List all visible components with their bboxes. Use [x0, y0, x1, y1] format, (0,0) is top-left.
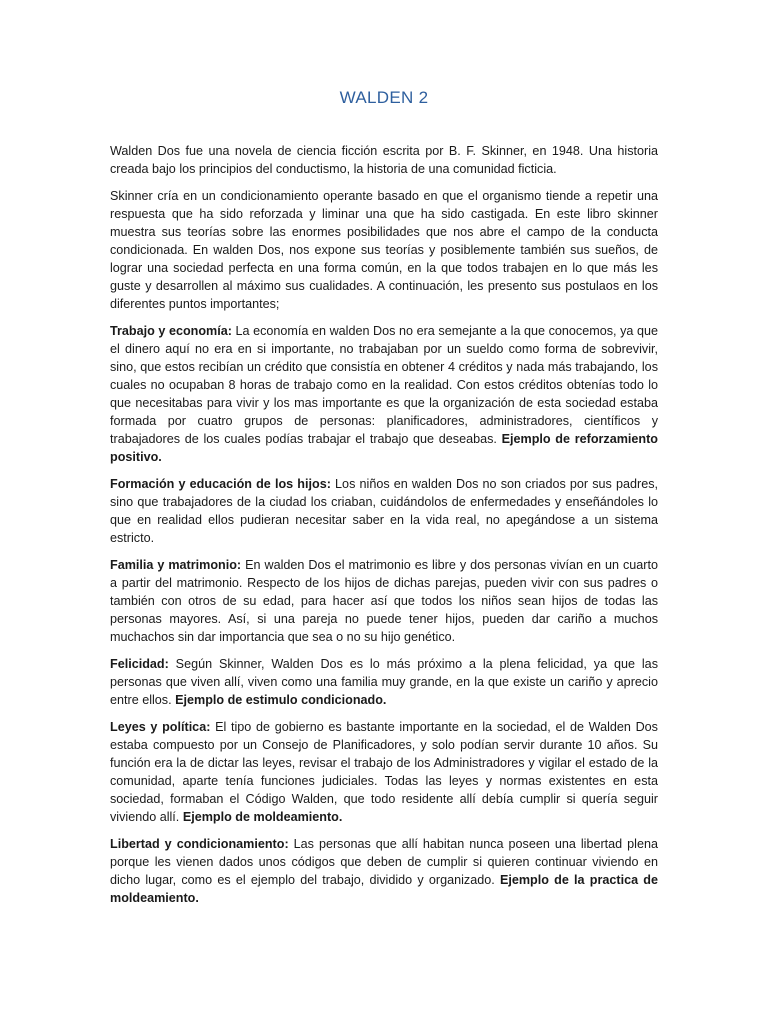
- section-heading: Familia y matrimonio:: [110, 558, 242, 572]
- section-heading: Libertad y condicionamiento:: [110, 837, 289, 851]
- section-body: La economía en walden Dos no era semejante a la que conocemos, ya que el dinero aquí no era en si importante, no trabajaban por un sueldo como forma de sobrevivir, sino, que estos recibían un crédito que consistía en obtener 4 créditos y nada más trabajando, los cuales no ocupaban 8 horas de trabajo como en la realidad. Con estos créditos obtenías todo lo que necesitabas para vivir y los mas importante es que la organización de esta sociedad estaba formada por cuatro grupos de personas: planificadores, administradores, científicos y trabajadores de los cuales podías trabajar el trabajo que deseabas.: [110, 324, 658, 446]
- section-familia-matrimonio: [110, 556, 658, 646]
- section-libertad-condicionamiento: [110, 835, 658, 907]
- section-heading: Trabajo y economía:: [110, 324, 232, 338]
- document-page: [110, 88, 658, 916]
- intro-paragraph-2: Skinner cría en un condicionamiento operante basado en que el organismo tiende a repetir una respuesta que ha sido reforzada y liminar una que ha sido castigada. En este libro skinner muestra sus teorías sobre las enormes posibilidades que nos abre el campo de la conducta condicionada. En walden Dos, nos expone sus teorías y posiblemente también sus sueños, de lograr una sociedad perfecta en una forma común, en la que todos trabajen en lo que más les guste y desarrollen al máximo sus cualidades. A continuación, les presento sus postulaos en los diferentes puntos importantes;: [110, 189, 658, 311]
- section-trabajo-economia: [110, 322, 658, 466]
- section-body: Según Skinner, Walden Dos es lo más próximo a la plena felicidad, ya que las personas que viven allí, viven como una familia muy grande, en la que existe un cariño y aprecio entre ellos.: [110, 657, 658, 707]
- section-body: En walden Dos el matrimonio es libre y dos personas vivían en un cuarto a partir del matrimonio. Respecto de los hijos de dichas parejas, pueden vivir con sus padres o también con otros de su edad, para hacer así que todos los niños sean hijos de todas las personas mayores. Así, si una pareja no puede tener hijos, pueden dar cariño a muchos muchachos sin dar importancia que sea o no su hijo genético.: [110, 558, 658, 644]
- section-example: Ejemplo de reforzamiento positivo.: [110, 432, 658, 464]
- section-body: Los niños en walden Dos no son criados por sus padres, sino que trabajadores de la ciudad los criaban, cuidándolos de enfermedades y enseñándoles lo que en realidad ellos pudieran necesitar saber en la vida real, no apegándose a un sistema estricto.: [110, 477, 659, 545]
- section-heading: Formación y educación de los hijos:: [110, 477, 331, 491]
- section-example: Ejemplo de la practica de moldeamiento.: [110, 873, 658, 905]
- section-felicidad: [110, 655, 658, 709]
- document-title: WALDEN 2: [339, 88, 429, 107]
- section-example: Ejemplo de estimulo condicionado.: [175, 693, 387, 707]
- section-leyes-politica: [110, 718, 658, 826]
- intro-paragraph-1: Walden Dos fue una novela de ciencia ficción escrita por B. F. Skinner, en 1948. Una historia creada bajo los principios del conductismo, la historia de una comunidad ficticia.: [110, 144, 658, 176]
- section-formacion-educacion: [110, 475, 658, 547]
- section-heading: Felicidad:: [110, 657, 169, 671]
- section-body: El tipo de gobierno es bastante importante en la sociedad, el de Walden Dos estaba compuesto por un Consejo de Planificadores, y solo podían servir durante 10 años. Su función era la de dictar las leyes, revisar el trabajo de los Administradores y vigilar el estado de la comunidad, aparte tenía funciones judiciales. Todas las leyes y normas existentes en esta sociedad, formaban el Código Walden, que todo residente allí debía cumplir si quería seguir viviendo allí.: [110, 720, 658, 824]
- section-example: Ejemplo de moldeamiento.: [182, 810, 343, 824]
- section-body: Las personas que allí habitan nunca poseen una libertad plena porque les vienen dados unos códigos que deben de cumplir si quieren continuar viviendo en dicho lugar, como es el ejemplo del trabajo, dividido y organizado.: [110, 837, 658, 887]
- section-heading: Leyes y política:: [110, 720, 211, 734]
